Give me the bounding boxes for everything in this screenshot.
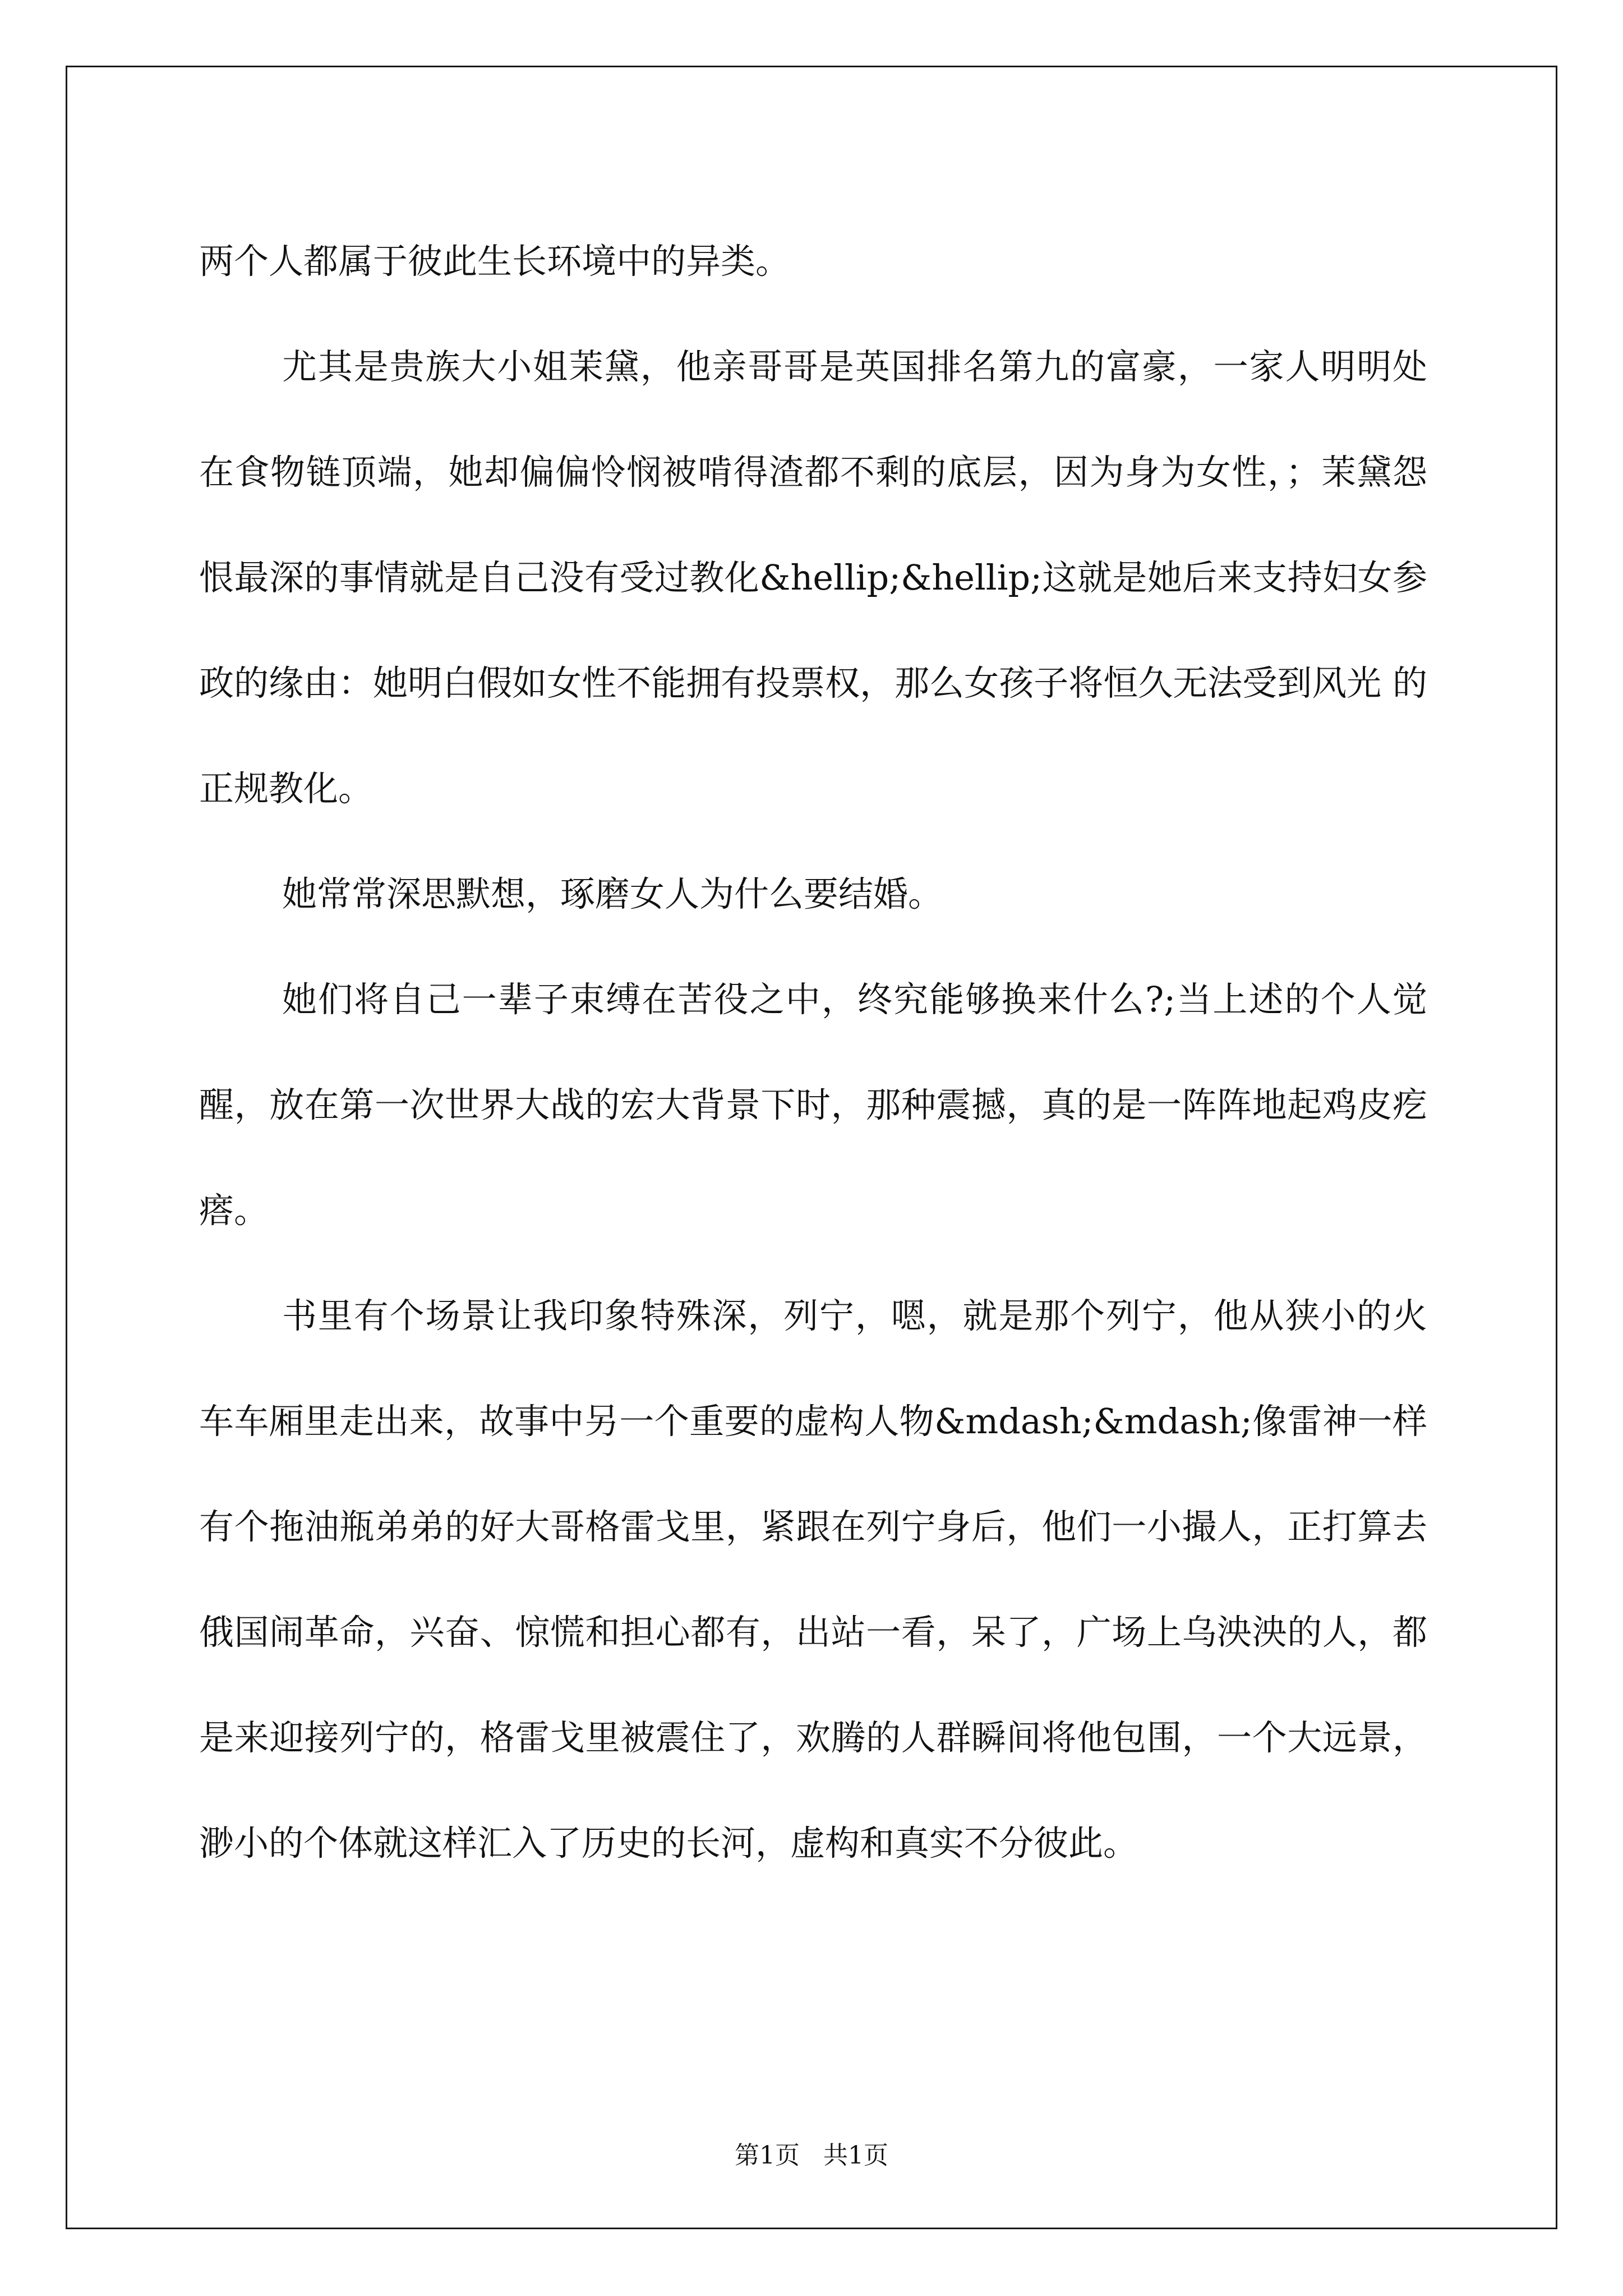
paragraph-2: 尤其是贵族大小姐茉黛，他亲哥哥是英国排名第九的富豪，一家人明明处在食物链顶端，她却偏偏怜悯被啃得渣都不剩的底层，因为身为女性，；茉黛怨恨最深的事情就是自己没有受过教化&hellip;&hellip;这就是她后来支持妇女参政的缘由：她明白假如女性不能拥有投票权，那么女孩子将恒久无法受到风光 的正规教化。 — [199, 346, 1427, 809]
document-body — [199, 209, 1427, 1896]
paragraph-3: 她常常深思默想，琢磨女人为什么要结婚。 — [282, 873, 943, 914]
paragraph-4: 她们将自己一辈子束缚在苦役之中，终究能够换来什么?;当上述的个人觉醒，放在第一次世界大战的宏大背景下时，那种震撼，真的是一阵阵地起鸡皮疙瘩。 — [199, 979, 1427, 1231]
page-number-footer: 第1页 共1页 — [735, 2141, 888, 2170]
paragraph-1: 两个人都属于彼此生长环境中的异类。 — [199, 241, 791, 282]
paragraph-5: 书里有个场景让我印象特殊深，列宁，嗯，就是那个列宁，他从狭小的火车车厢里走出来，故事中另一个重要的虚构人物&mdash;&mdash;像雷神一样有个拖油瓶弟弟的好大哥格雷戈里，紧跟在列宁身后，他们一小撮人，正打算去俄国闹革命，兴奋、惊慌和担心都有，出站一看，呆了，广场上乌泱泱的人，都是来迎接列宁的，格雷戈里被震住了，欢腾的人群瞬间将他包围，一个大远景，渺小的个体就这样汇入了历史的长河，虚构和真实不分彼此。 — [199, 1295, 1427, 1864]
